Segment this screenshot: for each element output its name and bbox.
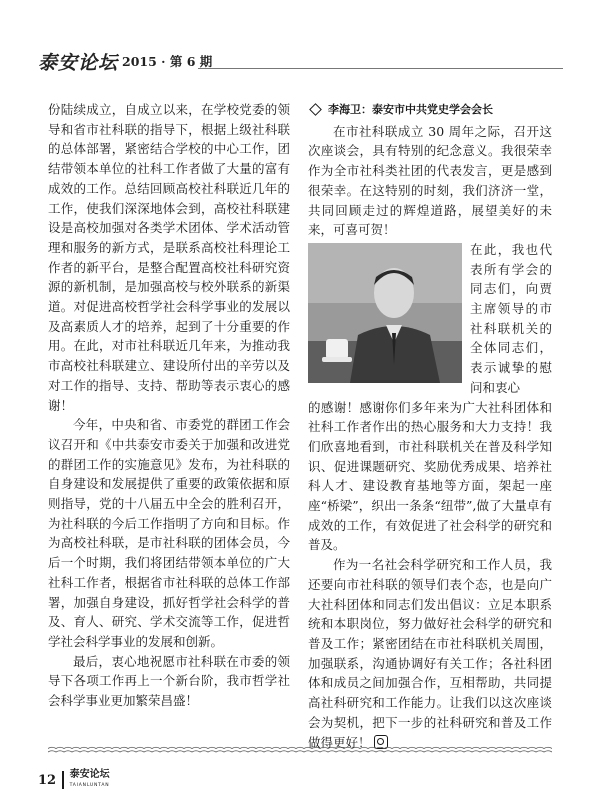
footer-logo — [70, 769, 110, 791]
right-paragraph-2: 的感谢！感谢你们多年来为广大社科团体和社科工作者作出的热心服务和大力支持！我们欣喜地看到，市社科联机关在普及科学知识、促进课题研究、奖励优秀成果、培养社科人才、建设教育基地等方面，架起一座座“桥梁”，织出一条条“纽带”,做了大量卓有成效的工作，有效促进了社会科学的研究和普及。 — [308, 399, 552, 553]
diamond-bullet-icon — [309, 103, 322, 116]
speaker-photo — [308, 243, 462, 383]
right-paragraph-1: 在市社科联成立 30 周年之际，召开这次座谈会，具有特别的纪念意义。我很荣幸作为全市社科类社团的代表发言，更是感到很荣幸。在这特别的时刻，我们济济一堂，共同回顾走过的辉煌道路，展望美好的未来，可喜可贺！ — [308, 123, 552, 238]
page-number: 12 — [38, 772, 57, 788]
left-column — [48, 100, 290, 711]
right-paragraph-3 — [308, 555, 552, 752]
speaker-name: 李海卫：泰安市中共党史学会会长 — [328, 103, 493, 116]
photo-block — [308, 240, 552, 398]
photo-side-text: 在此，我也代表所有学会的同志们，向贾主席领导的市社科联机关的全体同志们，表示诚挚的慰问和衷心 — [470, 241, 552, 395]
journal-brand: 泰安论坛 — [38, 52, 119, 74]
footer-logo-text: 泰安论坛 — [69, 769, 110, 780]
page-footer — [38, 768, 110, 792]
page-header — [38, 50, 563, 74]
left-paragraph-2: 今年，中央和省、市委党的群团工作会议召开和《中共泰安市委关于加强和改进党的群团工作的实施意见》发布，为社科联的自身建设和发展提供了重要的政策依据和原则指导，党的十八届五中全会的胜利召开，为社科联的今后工作指明了方向和目标。作为高校社科联，是市社科联的团体会员，今后一个时期，我们将团结带领本单位的广大社科工作者，根据省市社科联的总体工作部署，加强自身建设，抓好哲学社会科学的普及、育人、研究、学术交流等工作，促进哲学社会科学事业的发展和创新。 — [48, 417, 290, 649]
footer-separator — [62, 771, 64, 789]
footer-logo-pinyin: TAIANLUNTAN — [69, 783, 110, 788]
left-paragraph-3: 最后，衷心地祝愿市社科联在市委的领导下各项工作再上一个新台阶，我市哲学社会科学事业更加繁荣昌盛！ — [48, 653, 290, 709]
speaker-heading — [308, 100, 552, 120]
left-paragraph-1: 份陆续成立，自成立以来，在学校党委的领导和省市社科联的指导下，根据上级社科联的总体部署，紧密结合学校的中心工作，团结带领本单位的社科工作者做了大量的富有成效的工作。总结回顾高校社科联近几年的工作，使我们深深地体会到，高校社科联建设是高校加强对各类学术团体、学术活动管理和服务的新方式，是联系高校社科理论工作者的新平台，是整合配置高校社科研究资源的新机制，是加强高校与校外联系的新渠道。对促进高校哲学社会科学事业的发展以及高素质人才的培养，起到了十分重要的作用。在此，对市社科联近几年来，为推动我市高校社科联建立、建设所付出的辛劳以及对工作的指导、支持、帮助等表示衷心的感谢！ — [48, 102, 290, 413]
footer-wave-rule — [48, 745, 552, 755]
right-paragraph-3-text: 作为一名社会科学研究和工作人员，我还要向市社科联的领导们表个态，也是向广大社科团体和同志们发出倡议：立足本职系统和本职岗位，努力做好社会科学的研究和普及工作；紧密团结在市社科联机关周围，加强联系，沟通协调好有关工作；各社科团体和成员之间加强合作，互相帮助，共同提高社科研究和工作能力。让我们以这次座谈会为契机，把下一步的社科研究和普及工作做得更好！ — [308, 557, 552, 750]
speaker-portrait-icon — [308, 243, 462, 383]
issue-label: 2015 · 第 6 期 — [122, 54, 213, 69]
header-rule — [198, 68, 563, 69]
right-column — [308, 100, 552, 752]
